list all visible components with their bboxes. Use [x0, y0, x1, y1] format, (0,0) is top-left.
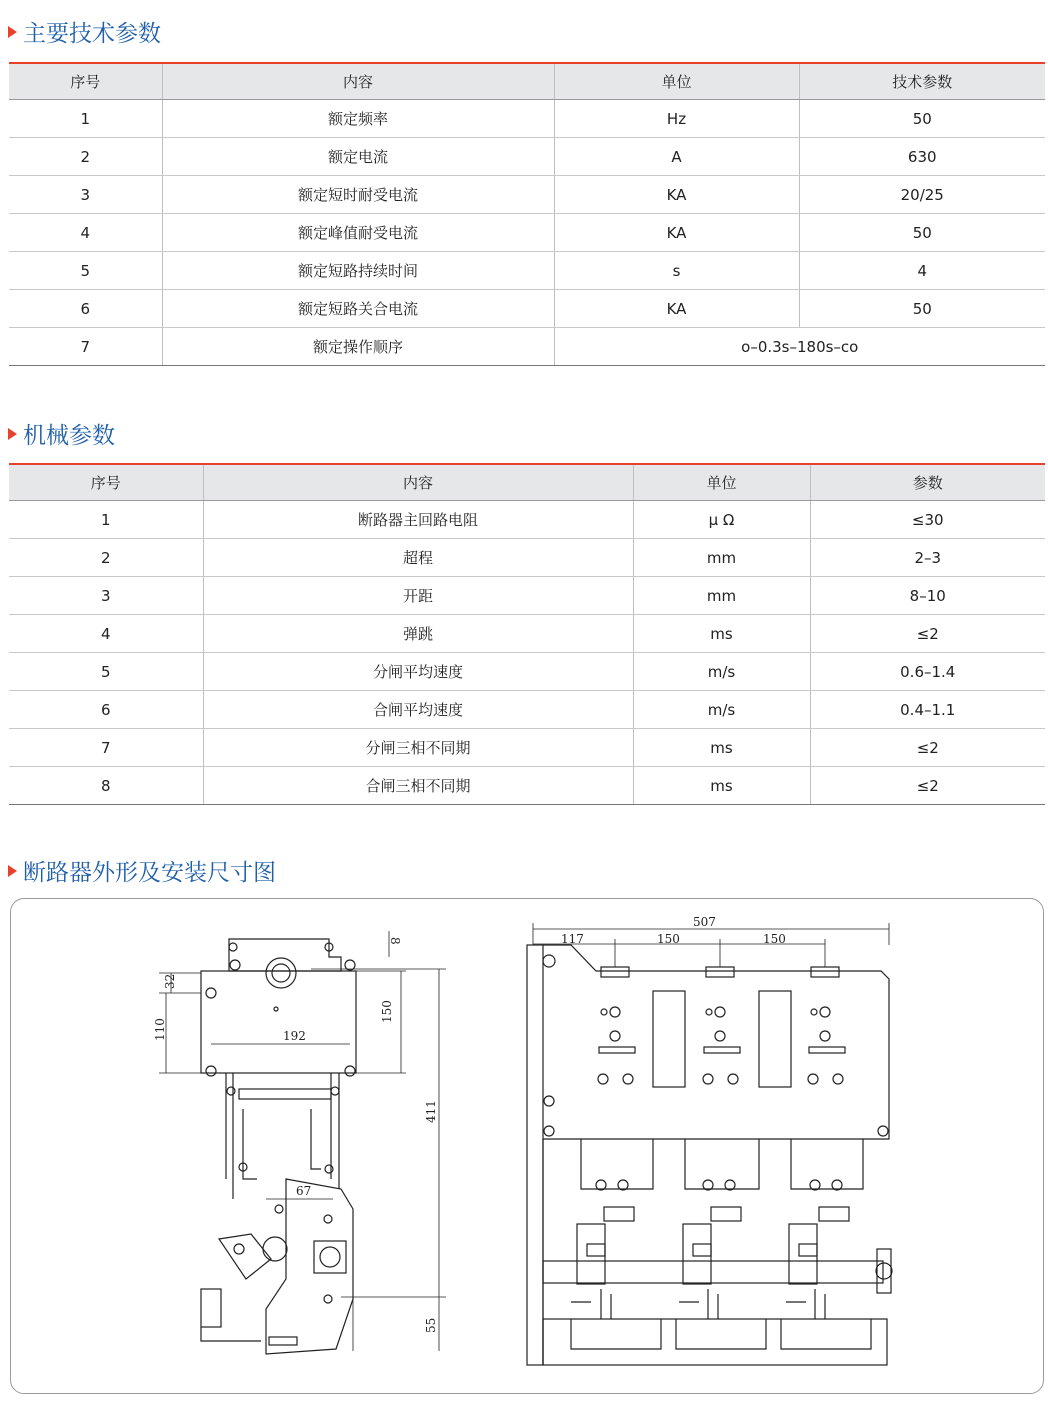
triangle-bullet-icon: [8, 865, 17, 877]
cell: 3: [9, 577, 203, 615]
col-header: 技术参数: [799, 63, 1045, 100]
cell: 断路器主回路电阻: [203, 501, 633, 539]
cell: 2: [9, 539, 203, 577]
cell: o–0.3s–180s–co: [554, 328, 1045, 366]
mech-params-table: [9, 463, 1045, 805]
dim-label: 110: [153, 1018, 167, 1041]
cell: ≤30: [810, 501, 1045, 539]
dim-label: 117: [561, 932, 584, 946]
side-view-drawing: [159, 931, 446, 1354]
table-header-row: [9, 63, 1045, 100]
dim-label: 150: [763, 932, 786, 946]
cell: 额定峰值耐受电流: [162, 214, 554, 252]
table-row: [9, 328, 1045, 366]
table-row: [9, 729, 1045, 767]
cell: ≤2: [810, 767, 1045, 805]
col-header: 内容: [203, 464, 633, 501]
table-row: [9, 214, 1045, 252]
cell: s: [554, 252, 799, 290]
cell: Hz: [554, 100, 799, 138]
cell: 8: [9, 767, 203, 805]
cell: 20/25: [799, 176, 1045, 214]
cell: 分闸平均速度: [203, 653, 633, 691]
cell: 合闸三相不同期: [203, 767, 633, 805]
col-header: 单位: [633, 464, 810, 501]
cell: ≤2: [810, 615, 1045, 653]
dimension-drawing-frame: [10, 898, 1044, 1394]
dim-label: 8: [388, 937, 402, 945]
dim-label: 150: [657, 932, 680, 946]
cell: KA: [554, 176, 799, 214]
cell: 额定电流: [162, 138, 554, 176]
cell: 额定频率: [162, 100, 554, 138]
table-row: [9, 615, 1045, 653]
cell: KA: [554, 214, 799, 252]
cell: 5: [9, 653, 203, 691]
cell: ≤2: [810, 729, 1045, 767]
cell: 7: [9, 729, 203, 767]
cell: ms: [633, 767, 810, 805]
cell: 4: [9, 615, 203, 653]
cell: 0.6–1.4: [810, 653, 1045, 691]
cell: 2–3: [810, 539, 1045, 577]
cell: 1: [9, 100, 162, 138]
dimension-drawing: [11, 899, 1043, 1393]
table-row: [9, 501, 1045, 539]
cell: 50: [799, 100, 1045, 138]
cell: 额定短时耐受电流: [162, 176, 554, 214]
front-view-drawing: [527, 923, 892, 1365]
cell: 超程: [203, 539, 633, 577]
cell: 7: [9, 328, 162, 366]
cell: 50: [799, 214, 1045, 252]
table-row: [9, 100, 1045, 138]
table-row: [9, 539, 1045, 577]
cell: ms: [633, 729, 810, 767]
dim-label: 411: [424, 1100, 438, 1123]
dim-label: 55: [424, 1317, 438, 1333]
table-row: [9, 290, 1045, 328]
col-header: 序号: [9, 63, 162, 100]
cell: 8–10: [810, 577, 1045, 615]
cell: μ Ω: [633, 501, 810, 539]
table-row: [9, 138, 1045, 176]
cell: 3: [9, 176, 162, 214]
dim-label: 507: [693, 915, 716, 929]
cell: 1: [9, 501, 203, 539]
cell: m/s: [633, 691, 810, 729]
cell: 6: [9, 691, 203, 729]
col-header: 参数: [810, 464, 1045, 501]
dim-label: 32: [163, 973, 177, 989]
phase-b: [679, 967, 741, 1319]
triangle-bullet-icon: [8, 428, 17, 440]
dim-label: 150: [380, 1000, 394, 1023]
cell: 5: [9, 252, 162, 290]
cell: 2: [9, 138, 162, 176]
cell: mm: [633, 577, 810, 615]
cell: m/s: [633, 653, 810, 691]
cell: 额定短路持续时间: [162, 252, 554, 290]
cell: 4: [799, 252, 1045, 290]
table-row: [9, 691, 1045, 729]
cell: A: [554, 138, 799, 176]
cell: 0.4–1.1: [810, 691, 1045, 729]
section-title-drawing: 断路器外形及安装尺寸图: [8, 854, 276, 887]
col-header: 单位: [554, 63, 799, 100]
cell: ms: [633, 615, 810, 653]
dim-label: 67: [296, 1184, 312, 1198]
cell: 6: [9, 290, 162, 328]
table-row: [9, 653, 1045, 691]
cell: 合闸平均速度: [203, 691, 633, 729]
cell: 额定短路关合电流: [162, 290, 554, 328]
phase-c: [786, 967, 849, 1319]
col-header: 内容: [162, 63, 554, 100]
cell: KA: [554, 290, 799, 328]
col-header: 序号: [9, 464, 203, 501]
cell: mm: [633, 539, 810, 577]
cell: 额定操作顺序: [162, 328, 554, 366]
cell: 4: [9, 214, 162, 252]
table-row: [9, 252, 1045, 290]
table-row: [9, 176, 1045, 214]
dim-label: 192: [283, 1029, 306, 1043]
table-row: [9, 767, 1045, 805]
section-title-mech: 机械参数: [8, 417, 115, 450]
cell: 630: [799, 138, 1045, 176]
cell: 弹跳: [203, 615, 633, 653]
cell: 分闸三相不同期: [203, 729, 633, 767]
cell: 50: [799, 290, 1045, 328]
table-row: [9, 577, 1045, 615]
cell: 开距: [203, 577, 633, 615]
section-title-tech: 主要技术参数: [8, 15, 161, 48]
table-header-row: [9, 464, 1045, 501]
tech-params-table: [9, 62, 1045, 366]
triangle-bullet-icon: [8, 26, 17, 38]
